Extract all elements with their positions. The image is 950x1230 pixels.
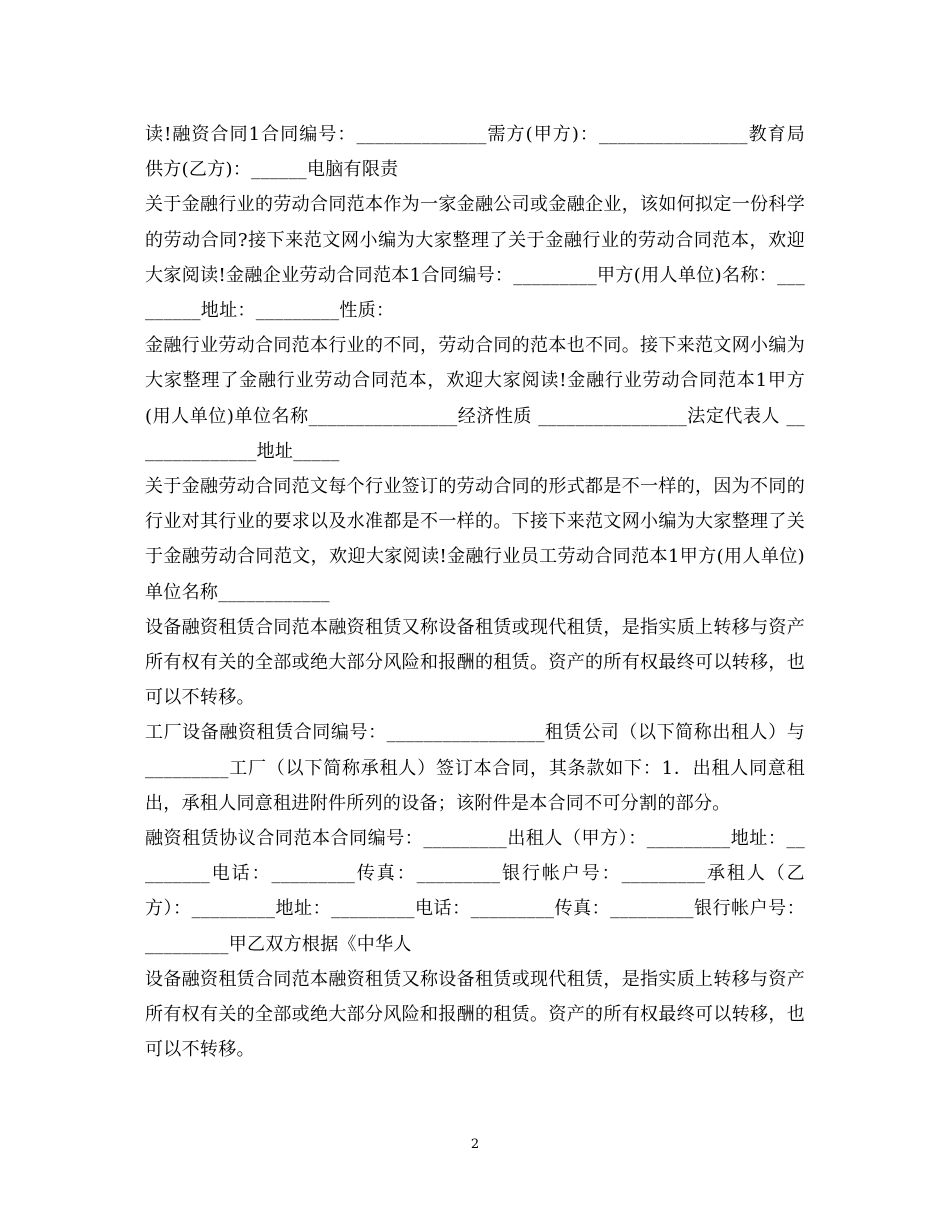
paragraph-finance-industry-labor-contract: 关于金融行业的劳动合同范本作为一家金融公司或金融企业，该如何拟定一份科学的劳动合同?接下来范文网小编为大家整理了关于金融行业的劳动合同范本，欢迎大家阅读!金融企业劳动合同范本1合同编号：_________甲方(用人单位)名称：_________地址：_________性质： (145, 194, 805, 322)
paragraph-financing-contract: 读!融资合同1合同编号：______________需方(甲方)：________________教育局供方(乙方)：______电脑有限责 (145, 124, 805, 181)
paragraph-finance-labor-contract-template: 金融行业劳动合同范本行业的不同，劳动合同的范本也不同。接下来范文网小编为大家整理了金融行业劳动合同范本，欢迎大家阅读!金融行业劳动合同范本1甲方(用人单位)单位名称________________经济性质 ________________法定代表人 ______________地址_____ (145, 335, 805, 462)
paragraph-factory-equipment-leasing: 工厂设备融资租赁合同编号：_________________租赁公司（以下简称出租人）与_________工厂（以下简称承租人）签订本合同，其条款如下：1．出租人同意租出，承租人同意租进附件所列的设备；该附件是本合同不可分割的部分。 (145, 722, 805, 814)
page-number: 2 (470, 1137, 480, 1152)
paragraph-leasing-agreement-template: 融资租赁协议合同范本合同编号：_________出租人（甲方）：_________地址：_________电话：_________传真：_________银行帐户号：_________承租人（乙方）：_________地址：_________电话：_________传真：_________银行帐户号：_________甲乙双方根据《中华人 (145, 828, 805, 955)
paragraph-equipment-leasing-intro: 设备融资租赁合同范本融资租赁又称设备租赁或现代租赁，是指实质上转移与资产所有权有关的全部或绝大部分风险和报酬的租赁。资产的所有权最终可以转移，也可以不转移。 (145, 616, 805, 709)
document-body (145, 117, 805, 1067)
paragraph-finance-labor-contract-sample: 关于金融劳动合同范文每个行业签订的劳动合同的形式都是不一样的，因为不同的行业对其行业的要求以及水准都是不一样的。下接下来范文网小编为大家整理了关于金融劳动合同范文，欢迎大家阅读!金融行业员工劳动合同范本1甲方(用人单位)单位名称____________ (145, 476, 805, 603)
paragraph-equipment-leasing-repeat: 设备融资租赁合同范本融资租赁又称设备租赁或现代租赁，是指实质上转移与资产所有权有关的全部或绝大部分风险和报酬的租赁。资产的所有权最终可以转移，也可以不转移。 (145, 968, 805, 1061)
